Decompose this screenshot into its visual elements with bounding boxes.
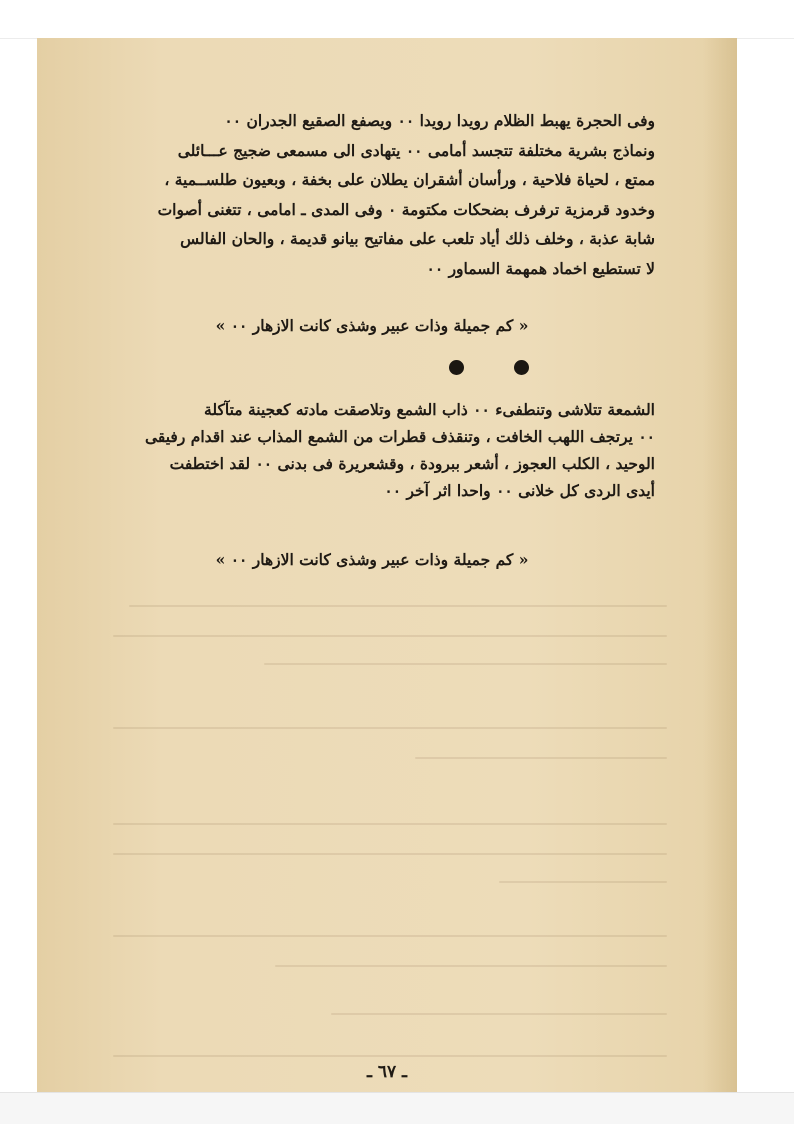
viewer-top-bar	[0, 0, 794, 39]
paragraph-2	[89, 396, 655, 504]
paragraph-1	[89, 106, 655, 283]
divider-dot	[514, 360, 529, 375]
divider-dot	[449, 360, 464, 375]
paragraph-1-line: وخدود قرمزية ترفرف بضحكات مكتومة ٠ وفى المدى ـ امامى ، تتغنى أصوات	[157, 199, 655, 219]
scanned-book-page	[37, 38, 737, 1092]
page-edge-shadow	[703, 38, 737, 1092]
paragraph-2-line: الوحيد ، الكلب العجوز ، أشعر ببرودة ، وقشعريرة فى بدنى ٠٠ لقد اختطفت	[169, 454, 655, 473]
paragraph-1-line: شابة عذبة ، وخلف ذلك أياد تلعب على مفاتيح بيانو قديمة ، والحان الفالس	[180, 229, 655, 248]
paragraph-2-line: الشمعة تتلاشى وتنطفىء ٠٠ ذاب الشمع وتلاصقت مادته كعجينة متآكلة	[204, 400, 655, 419]
paragraph-1-line: وفى الحجرة يهبط الظلام رويدا رويدا ٠٠ ويصفع الصقيع الجدران ٠٠	[224, 111, 655, 130]
paragraph-1-line: ممتع ، لحياة فلاحية ، ورأسان أشقران يطلان على بخفة ، وبعيون طلســمية ،	[164, 170, 655, 189]
page-number: ـ ٦٧ ـ	[366, 1062, 408, 1082]
refrain-quote-2: « كم جميلة وذات عبير وشذى كانت الازهار ٠٠ »	[215, 550, 529, 569]
paragraph-2-line: ٠٠ يرتجف اللهب الخافت ، وتنقذف قطرات من الشمع المذاب عند اقدام رفيقى	[145, 427, 655, 446]
paragraph-2-line: أيدى الردى كل خلانى ٠٠ واحدا اثر آخر ٠٠	[384, 481, 655, 500]
paragraph-1-line: ونماذج بشرية مختلفة تتجسد أمامى ٠٠ يتهادى الى مسمعى ضجيج عـــائلى	[177, 140, 655, 160]
section-divider	[37, 360, 737, 380]
viewer-bottom-bar	[0, 1092, 794, 1124]
refrain-quote-1: « كم جميلة وذات عبير وشذى كانت الازهار ٠٠ »	[215, 316, 529, 335]
paragraph-1-line: لا تستطيع اخماد همهمة السماور ٠٠	[426, 258, 655, 278]
